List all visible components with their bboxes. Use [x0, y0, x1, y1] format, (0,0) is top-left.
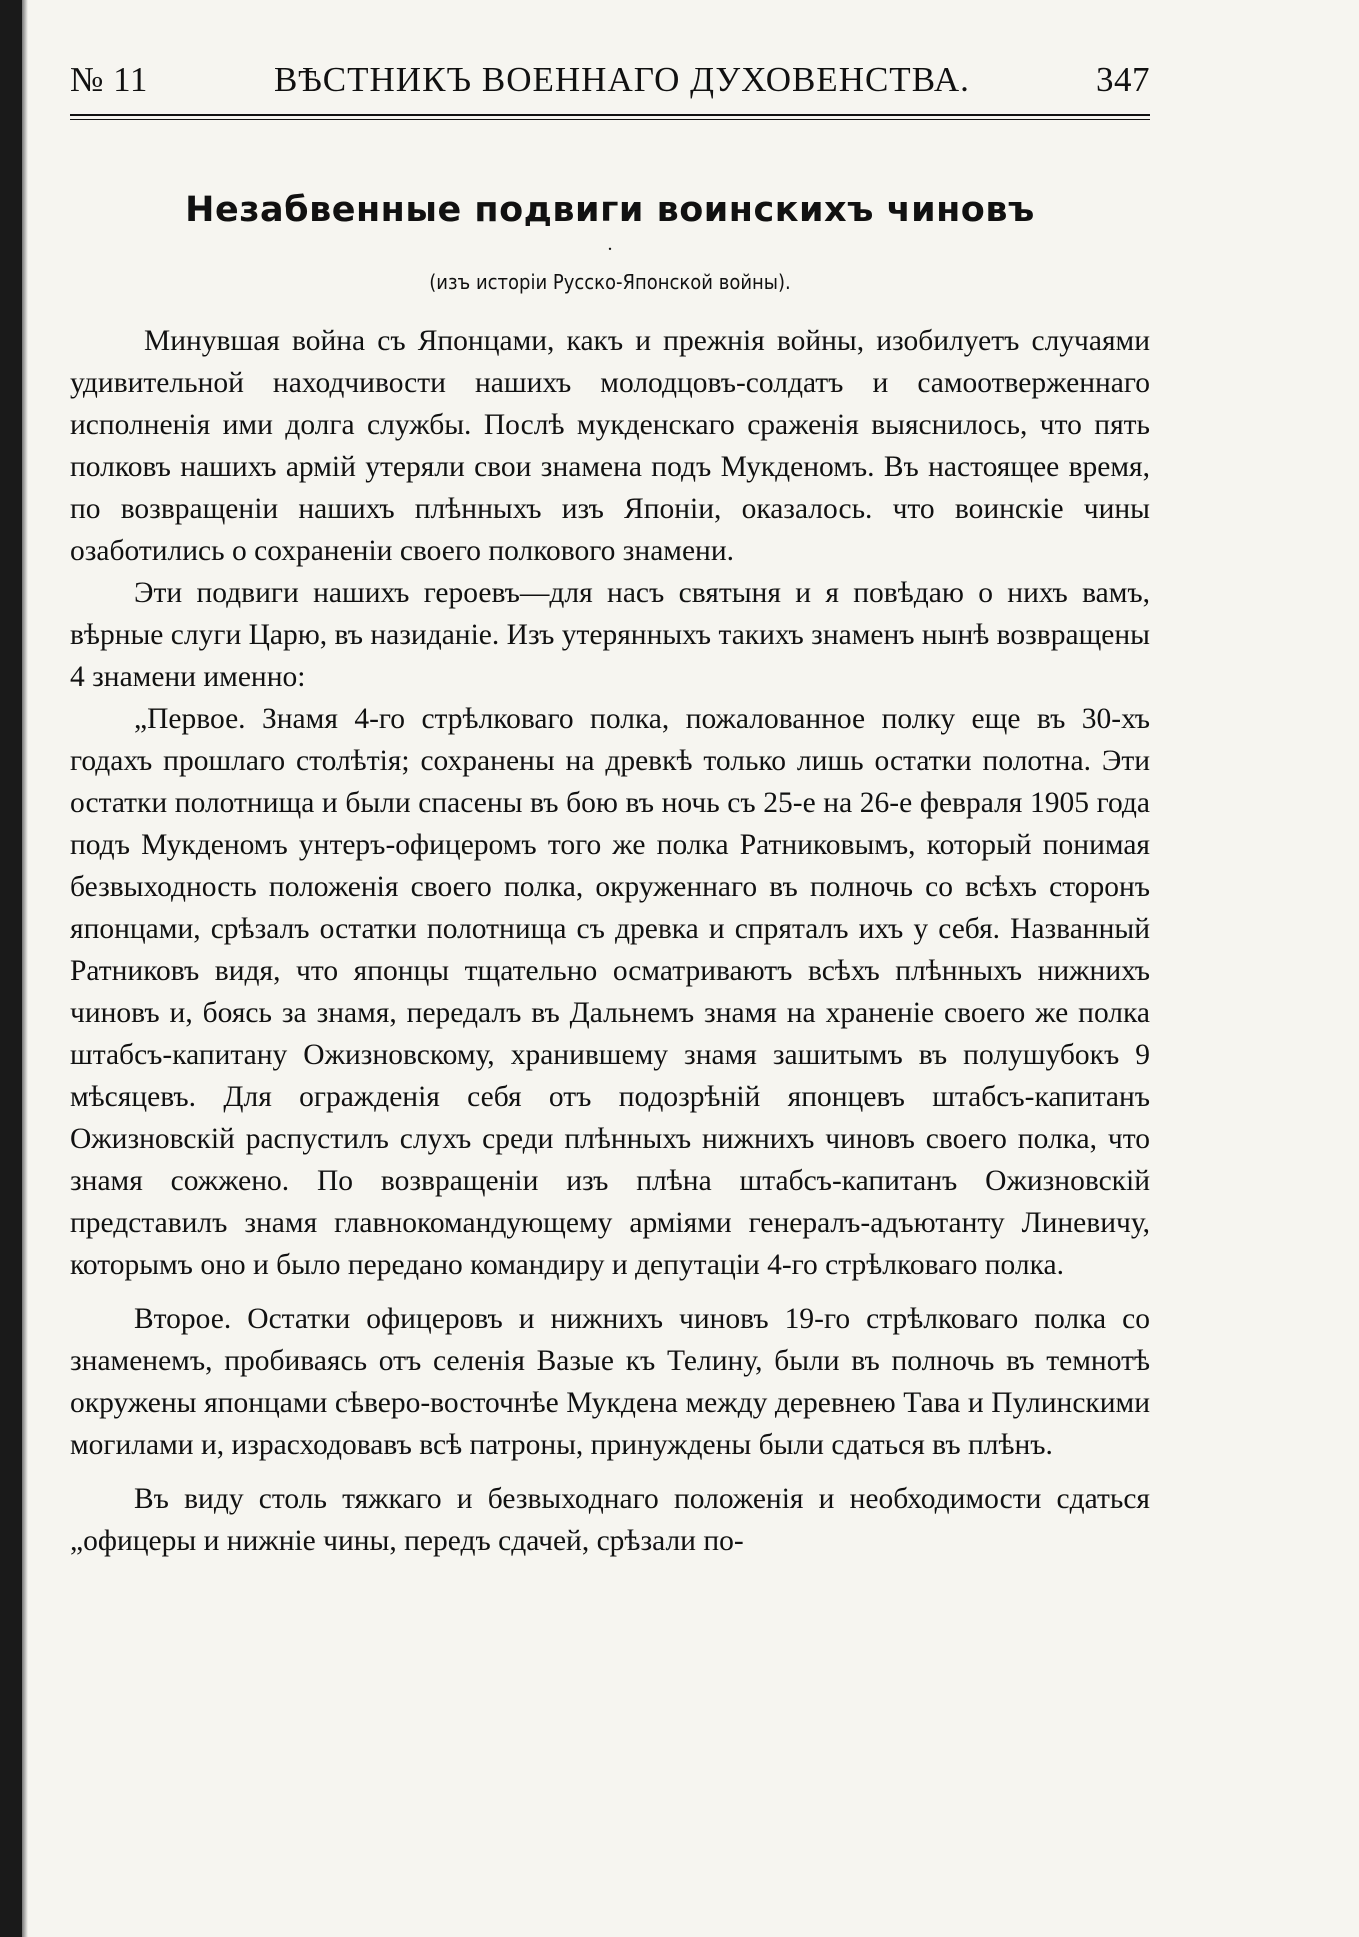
paragraph-gap [70, 1286, 1150, 1298]
page-number: 347 [1095, 60, 1150, 99]
article-title: Незабвенные подвиги воинскихъ чиновъ [185, 190, 1035, 230]
journal-title: ВѢСТНИКЪ ВОЕННАГО ДУХОВЕНСТВА. [273, 60, 970, 99]
book-binding-edge [0, 0, 22, 1937]
header-rule [70, 114, 1150, 120]
paragraph-2: Эти подвиги нашихъ героевъ—для насъ святыня и я повѣдаю о нихъ вамъ, вѣрные слуги Царю, въ назиданіе. Изъ утерянныхъ такихъ знаменъ нынѣ возвращены 4 знамени именно: [70, 577, 1150, 693]
paragraph-4: Второе. Остатки офицеровъ и нижнихъ чиновъ 19-го стрѣлковаго полка со знаменемъ, пробиваясь отъ селенія Вазые къ Телину, были въ полночь въ темнотѣ окружены японцами сѣверо-восточнѣе Мукдена между деревнею Тава и Пулинскими могилами и, израсходовавъ всѣ патроны, принуждены были сдаться въ плѣнъ. [70, 1303, 1150, 1461]
paragraph-5: Въ виду столь тяжкаго и безвыходнаго положенія и необходимости сдаться „офицеры и нижніе чины, передъ сдачей, срѣзали по- [70, 1483, 1150, 1557]
paragraph-1: Минувшая война съ Японцами, какъ и прежнія войны, изобилуетъ случаями удивительной находчивости нашихъ молодцовъ-солдатъ и самоотверженнаго исполненія ими долга службы. Послѣ мукденскаго сраженія выяснилось, что пять полковъ нашихъ армій утеряли свои знамена подъ Мукденомъ. Въ настоящее время, по возвращеніи нашихъ плѣнныхъ изъ Японіи, оказалось. что воинскіе чины озаботились о сохраненіи своего полкового знамени. [70, 325, 1150, 567]
issue-number: № 11 [70, 60, 148, 99]
article-subtitle: (изъ исторіи Русско-Японской войны). [429, 270, 791, 294]
page [70, 60, 1150, 1562]
paragraph-gap [70, 1466, 1150, 1478]
paragraph-3: „Первое. Знамя 4-го стрѣлковаго полка, пожалованное полку еще въ 30-хъ годахъ прошлаго столѣтія; сохранены на древкѣ только лишь остатки полотна. Эти остатки полотнища и были спасены въ бою въ ночь съ 25-е на 26-е февраля 1905 года подъ Мукденомъ унтеръ-офицеромъ того же полка Ратниковымъ, который понимая безвыходность положенія своего полка, окруженнаго въ полночь со всѣхъ сторонъ японцами, срѣзалъ остатки полотнища съ древка и спряталъ ихъ у себя. Названный Ратниковъ видя, что японцы тщательно осматриваютъ всѣхъ плѣнныхъ нижнихъ чиновъ и, боясь за знамя, передалъ въ Дальнемъ знамя на храненіе своего же полка штабсъ-капитану Ожизновскому, хранившему знамя зашитымъ въ полушубокъ 9 мѣсяцевъ. Для огражденія себя отъ подозрѣній японцевъ штабсъ-капитанъ Ожизновскій распустилъ слухъ среди плѣнныхъ нижнихъ чиновъ своего полка, что знамя сожжено. По возвращеніи изъ плѣна штабсъ-капитанъ Ожизновскій представилъ знамя главнокомандующему арміями генералъ-адъютанту Линевичу, которымъ оно и было передано командиру и депутаціи 4-го стрѣлковаго полка. [70, 703, 1150, 1281]
running-header [70, 60, 1150, 108]
title-dot: . [607, 233, 613, 255]
